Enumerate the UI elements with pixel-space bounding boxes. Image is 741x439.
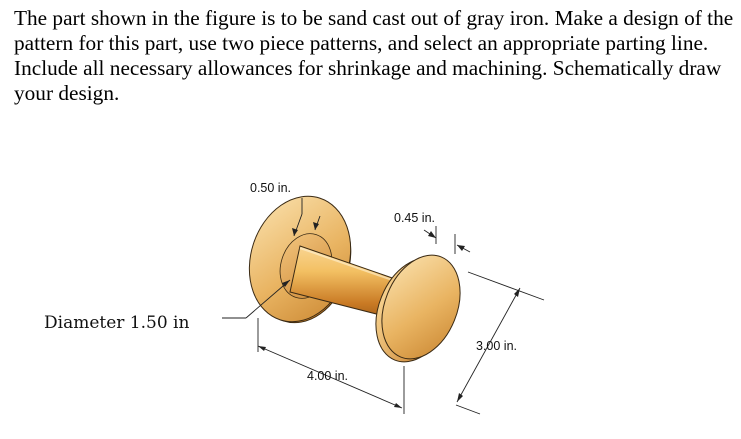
dim-left-flange-thickness: 0.50 in. (250, 181, 292, 195)
problem-line-2: pattern for this part, use two piece patterns, and select an appropriate parting line. (14, 31, 709, 55)
problem-line-4: your design. (14, 81, 120, 105)
shaft-diameter-label: Diameter 1.50 in (44, 313, 190, 333)
dim-overall-length: 4.00 in. (307, 369, 349, 383)
right-flange (361, 243, 474, 373)
problem-line-3: Include all necessary allowances for shrinkage and machining. Schematically draw (14, 56, 722, 80)
dim-right-flange-thickness: 0.45 in. (394, 211, 436, 225)
problem-line-1: The part shown in the figure is to be sand cast out of gray iron. Make a design of the (14, 6, 734, 30)
dim-flange-diameter: 3.00 in. (476, 339, 518, 353)
